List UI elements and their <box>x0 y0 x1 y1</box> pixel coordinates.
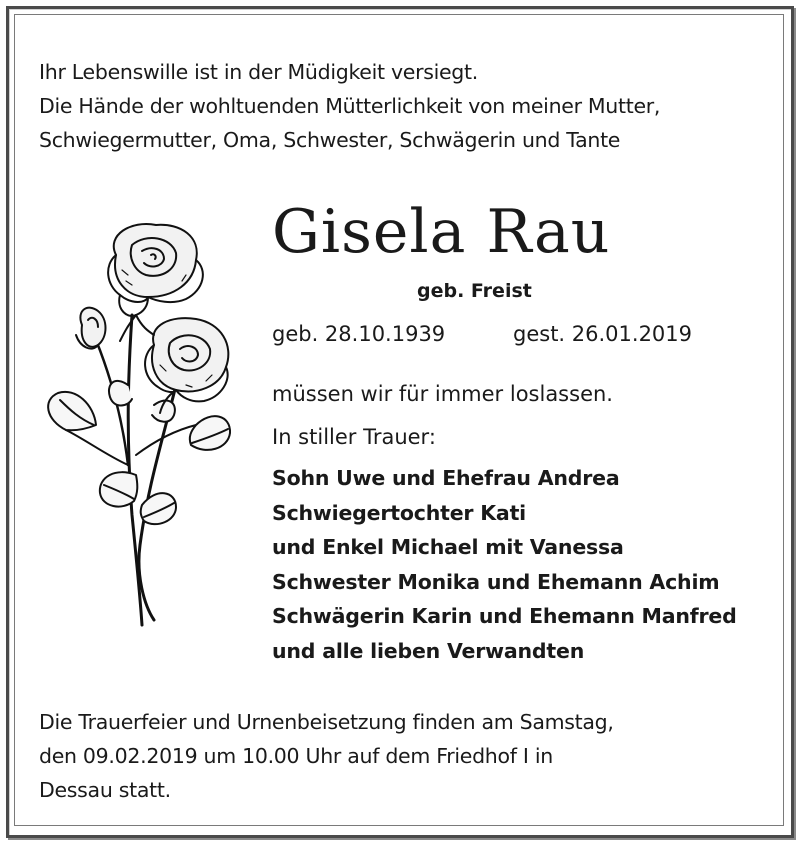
service-text <box>39 705 614 807</box>
birth-date: geb. 28.10.1939 <box>272 322 446 346</box>
maiden-name: geb. Freist <box>417 280 532 302</box>
mourner-item: und Enkel Michael mit Vanessa <box>272 535 624 559</box>
mourner-item: Schwiegertochter Kati <box>272 500 526 525</box>
service-line-3: Dessau statt. <box>39 778 171 802</box>
intro-text <box>39 55 660 157</box>
deceased-name: Gisela Rau <box>272 197 611 267</box>
mourner-item: und alle lieben Verwandten <box>272 638 585 663</box>
mourner-item: Sohn Uwe und Ehefrau Andrea <box>272 466 620 490</box>
release-text: müssen wir für immer loslassen. <box>272 382 613 406</box>
intro-line-2: Die Hände der wohltuenden Mütterlichkeit von meiner Mutter, <box>39 94 661 118</box>
service-line-1: Die Trauerfeier und Urnenbeisetzung finden am Samstag, <box>39 710 614 734</box>
intro-line-1: Ihr Lebenswille ist in der Müdigkeit versiegt. <box>39 60 478 84</box>
mourner-item: Schwester Monika und Ehemann Achim <box>272 569 720 594</box>
intro-line-3: Schwiegermutter, Oma, Schwester, Schwägerin und Tante <box>39 128 621 152</box>
death-date: gest. 26.01.2019 <box>513 322 693 346</box>
mourners-list <box>272 461 737 668</box>
mourner-item: Schwägerin Karin und Ehemann Manfred <box>272 604 737 628</box>
mourning-heading: In stiller Trauer: <box>272 425 436 449</box>
service-line-2: den 09.02.2019 um 10.00 Uhr auf dem Friedhof I in <box>39 744 553 768</box>
rose-illustration-icon <box>36 215 236 635</box>
